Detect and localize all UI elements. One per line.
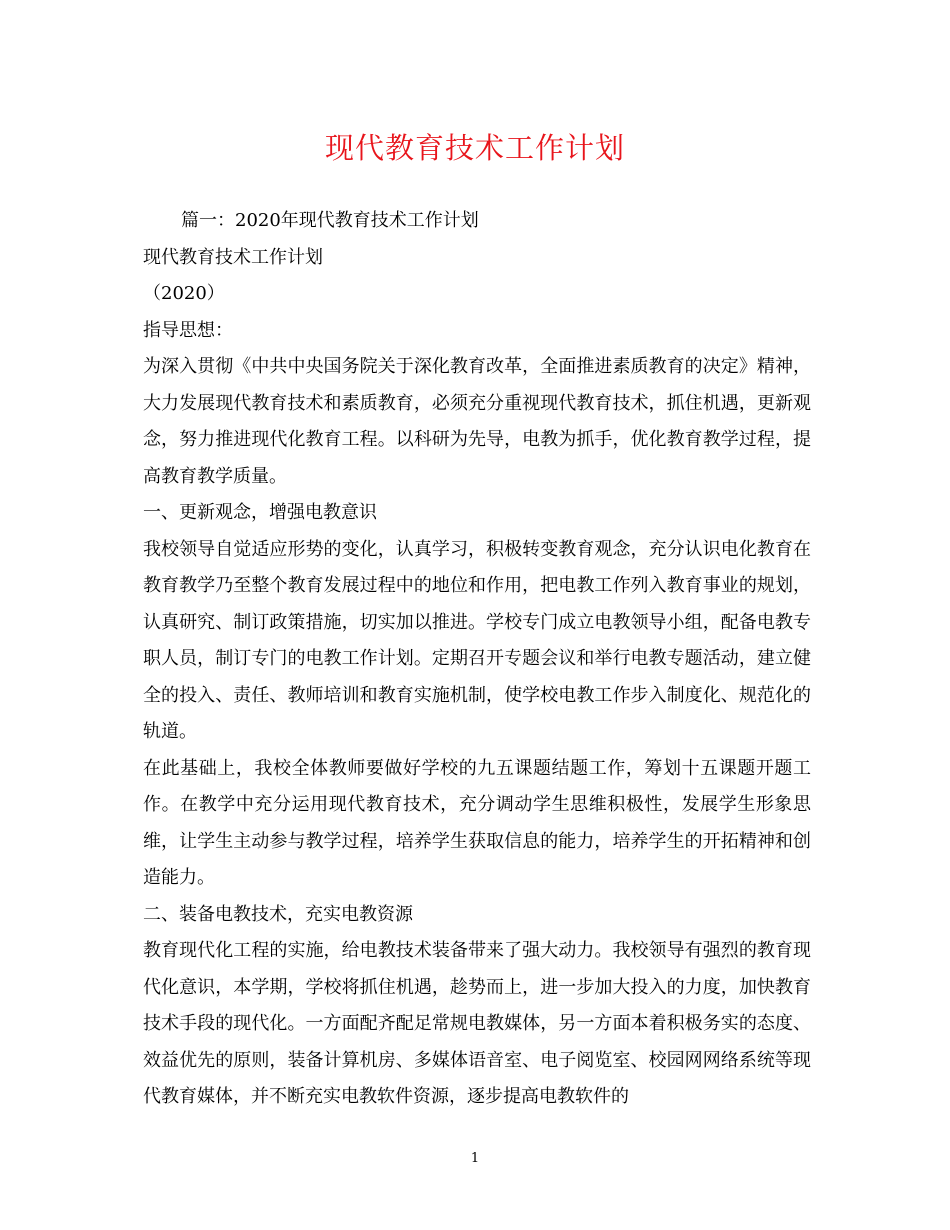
plan-title: 现代教育技术工作计划 — [143, 246, 323, 268]
guiding-ideology-paragraph: 为深入贯彻《中共中央国务院关于深化教育改革，全面推进素质教育的决定》精神，大力发展现代教育技术和素质教育，必须充分重视现代教育技术，抓住机遇，更新观念，努力推进现代化教育工程。以科研为先导，电教为抓手，优化教育教学过程，提高教育教学质量。 — [143, 356, 811, 487]
page-number: 1 — [470, 1151, 480, 1166]
document-body — [143, 203, 811, 1116]
guiding-ideology-heading: 指导思想： — [143, 319, 233, 341]
document-title: 现代教育技术工作计划 — [324, 131, 625, 165]
section-two-heading: 二、装备电教技术，充实电教资源 — [143, 903, 413, 925]
section-one-paragraph-1: 我校领导自觉适应形势的变化，认真学习，积极转变教育观念，充分认识电化教育在教育教学乃至整个教育发展过程中的地位和作用，把电教工作列入教育事业的规划，认真研究、制订政策措施，切实加以推进。学校专门成立电教领导小组，配备电教专职人员，制订专门的电教工作计划。定期召开专题会议和举行电教专题活动，建立健全的投入、责任、教师培训和教育实施机制，使学校电教工作步入制度化、规范化的轨道。 — [143, 538, 811, 742]
section-one-heading: 一、更新观念，增强电教意识 — [143, 502, 377, 523]
plan-year: （2020） — [143, 283, 225, 304]
section-heading: 篇一：2020年现代教育技术工作计划 — [181, 210, 479, 231]
section-two-paragraph-1: 教育现代化工程的实施，给电教技术装备带来了强大动力。我校领导有强烈的教育现代化意识，本学期，学校将抓住机遇，趁势而上，进一步加大投入的力度，加快教育技术手段的现代化。一方面配齐配足常规电教媒体，另一方面本着积极务实的态度、效益优先的原则，装备计算机房、多媒体语音室、电子阅览室、校园网网络系统等现代教育媒体，并不断充实电教软件资源，逐步提高电教软件的 — [143, 940, 811, 1107]
section-one-paragraph-2: 在此基础上，我校全体教师要做好学校的九五课题结题工作，筹划十五课题开题工作。在教学中充分运用现代教育技术，充分调动学生思维积极性，发展学生形象思维，让学生主动参与教学过程，培养学生获取信息的能力，培养学生的开拓精神和创造能力。 — [143, 757, 811, 888]
